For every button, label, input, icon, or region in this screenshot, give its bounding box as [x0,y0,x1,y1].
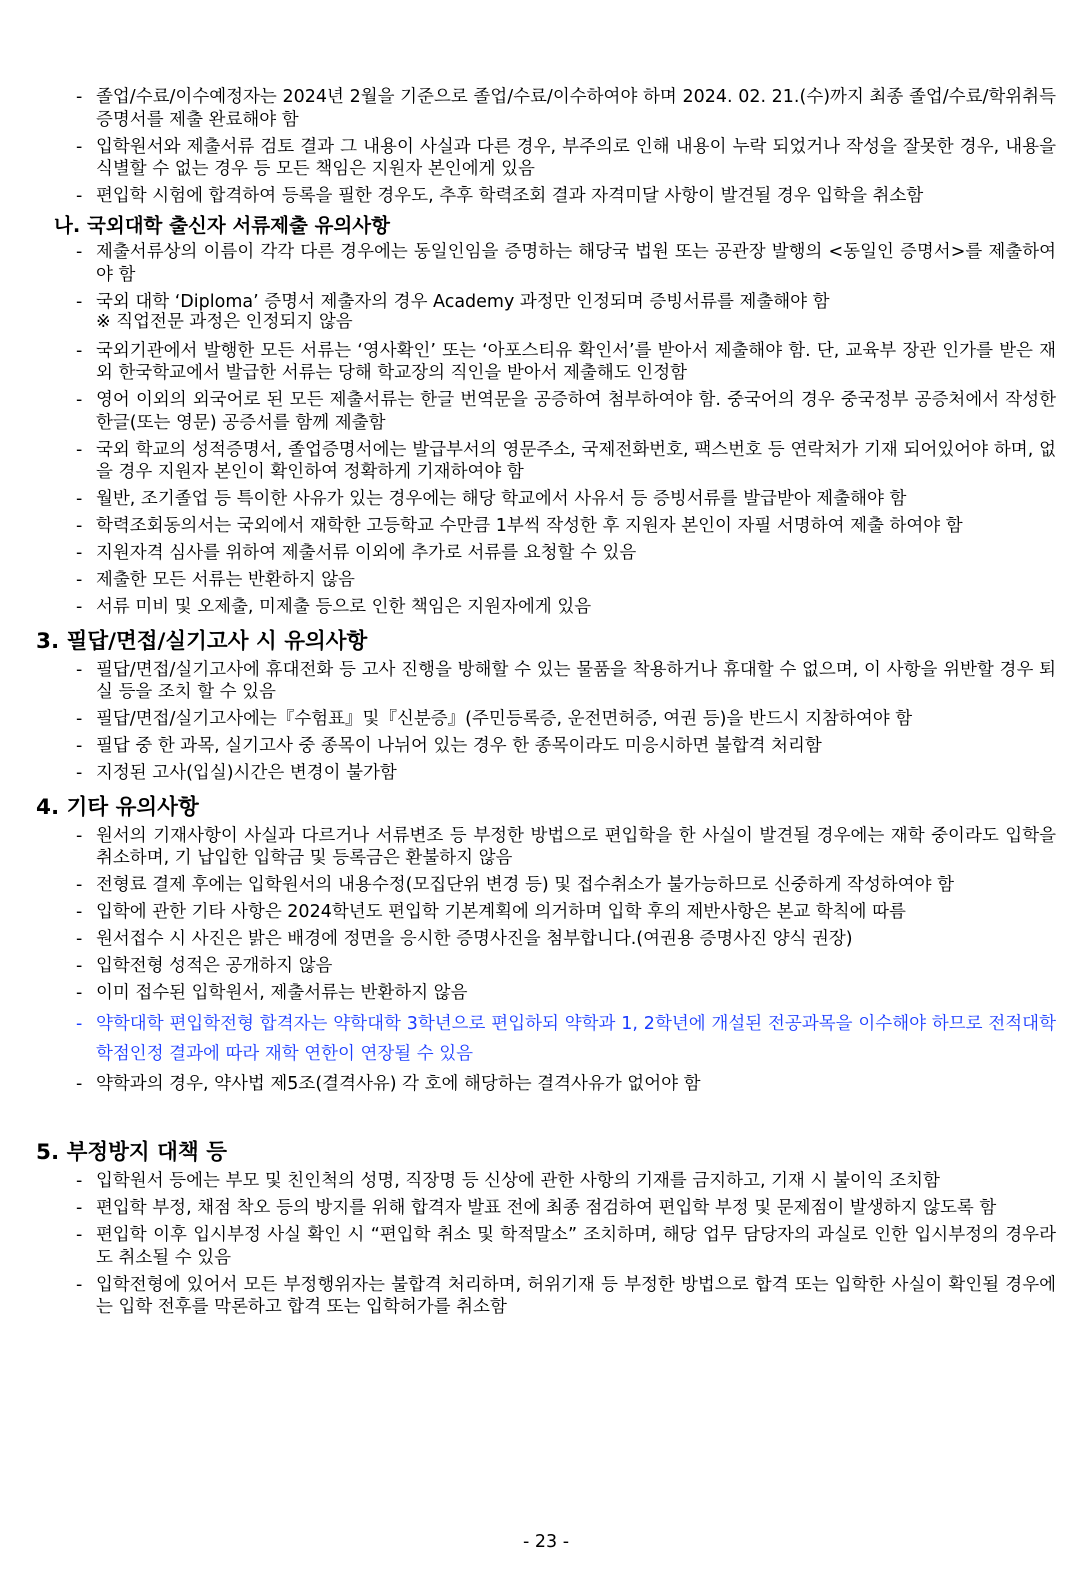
list-item: - 약학과의 경우, 약사법 제5조(결격사유) 각 호에 해당하는 결격사유가 없어야 함 [76,1074,701,1094]
page-content [36,86,1056,1323]
list-item: - 월반, 조기졸업 등 특이한 사유가 있는 경우에는 해당 학교에서 사유서 등 증빙서류를 발급받아 제출해야 함 [76,489,907,509]
page-number: - 23 - [522,1532,570,1552]
list-item: - 국외기관에서 발행한 모든 서류는 ‘영사확인’ 또는 ‘아포스티유 확인서’를 받아서 제출해야 함. 단, 교육부 장관 인가를 받은 재외 한국학교에서 발급한 서류는 당해 학교장의 직인을 받아서 제출해도 인정함 [76,340,1056,383]
list-item: - 필답 중 한 과목, 실기고사 중 종목이 나뉘어 있는 경우 한 종목이라도 미응시하면 불합격 처리함 [76,736,822,756]
section-title-4: 4. 기타 유의사항 [36,794,199,820]
list-item: - 편입학 시험에 합격하여 등록을 필한 경우도, 추후 학력조회 결과 자격미달 사항이 발견될 경우 입학을 취소함 [76,186,924,206]
section-title-3: 3. 필답/면접/실기고사 시 유의사항 [36,628,368,654]
list-item: - 전형료 결제 후에는 입학원서의 내용수정(모집단위 변경 등) 및 접수취소가 불가능하므로 신중하게 작성하여야 함 [76,875,955,895]
section-title-5: 5. 부정방지 대책 등 [36,1140,227,1165]
list-item: - 지원자격 심사를 위하여 제출서류 이외에 추가로 서류를 요청할 수 있음 [76,543,637,563]
list-item: - 편입학 부정, 채점 착오 등의 방지를 위해 합격자 발표 전에 최종 점검하여 편입학 부정 및 문제점이 발생하지 않도록 함 [76,1198,997,1218]
subsection-title-na: 나. 국외대학 출신자 서류제출 유의사항 [54,214,390,237]
list-item: - 지정된 고사(입실)시간은 변경이 불가함 [76,763,397,783]
spacer [36,1100,1056,1130]
list-item: - 필답/면접/실기고사에는『수험표』및『신분증』(주민등록증, 운전면허증, 여권 등)을 반드시 지참하여야 함 [76,709,913,729]
list-item: - 입학전형에 있어서 모든 부정행위자는 불합격 처리하며, 허위기재 등 부정한 방법으로 합격 또는 입학한 사실이 확인될 경우에는 입학 전후를 막론하고 합격 또는 입학허가를 취소함 [76,1274,1056,1317]
list-item: - 입학에 관한 기타 사항은 2024학년도 편입학 기본계획에 의거하며 입학 후의 제반사항은 본교 학칙에 따름 [76,902,906,922]
list-item: - 입학원서와 제출서류 검토 결과 그 내용이 사실과 다른 경우, 부주의로 인해 내용이 누락 되었거나 작성을 잘못한 경우, 내용을 식별할 수 없는 경우 등 모든 책임은 지원자 본인에게 있음 [76,136,1056,179]
list-item: - 제출한 모든 서류는 반환하지 않음 [76,570,355,590]
list-item: - 제출서류상의 이름이 각각 다른 경우에는 동일인임을 증명하는 해당국 법원 또는 공관장 발행의 <동일인 증명서>를 제출하여야 함 [76,242,1056,285]
list-item: - 원서의 기재사항이 사실과 다르거나 서류변조 등 부정한 방법으로 편입학을 한 사실이 발견될 경우에는 재학 중이라도 입학을 취소하며, 기 납입한 입학금 및 등록금은 환불하지 않음 [76,825,1056,868]
list-item: - 국외 학교의 성적증명서, 졸업증명서에는 발급부서의 영문주소, 국제전화번호, 팩스번호 등 연락처가 기재 되어있어야 하며, 없을 경우 지원자 본인이 확인하여 정확하게 기재하여야 함 [76,439,1056,482]
list-item: - 필답/면접/실기고사에 휴대전화 등 고사 진행을 방해할 수 있는 물품을 착용하거나 휴대할 수 없으며, 이 사항을 위반할 경우 퇴실 등을 조치 할 수 있음 [76,659,1056,702]
highlight-item: - 약학대학 편입학전형 합격자는 약학대학 3학년으로 편입하되 약학과 1, 2학년에 개설된 전공과목을 이수해야 하므로 전적대학 학점인정 결과에 따라 재학 연한이 연장될 수 있음 [76,1014,1056,1064]
list-item: - 졸업/수료/이수예정자는 2024년 2월을 기준으로 졸업/수료/이수하여야 하며 2024. 02. 21.(수)까지 최종 졸업/수료/학위취득증명서를 제출 완료해야 함 [76,87,1056,130]
list-item: - 입학전형 성적은 공개하지 않음 [76,956,333,976]
list-item: - 학력조회동의서는 국외에서 재학한 고등학교 수만큼 1부씩 작성한 후 지원자 본인이 자필 서명하여 제출 하여야 함 [76,516,963,536]
list-item: - 이미 접수된 입학원서, 제출서류는 반환하지 않음 [76,983,468,1003]
list-item: - 편입학 이후 입시부정 사실 확인 시 “편입학 취소 및 학적말소” 조치하며, 해당 업무 담당자의 과실로 인한 입시부정의 경우라도 취소될 수 있음 [76,1225,1056,1268]
list-item: - 영어 이외의 외국어로 된 모든 제출서류는 한글 번역문을 공증하여 첨부하여야 함. 중국어의 경우 중국정부 공증처에서 작성한 한글(또는 영문) 공증서를 함께 제출함 [76,390,1056,433]
list-item: - 국외 대학 ‘Diploma’ 증명서 제출자의 경우 Academy 과정만 인정되며 증빙서류를 제출해야 함 [76,291,830,312]
note: ※ 직업전문 과정은 인정되지 않음 [96,312,353,332]
list-item: - 입학원서 등에는 부모 및 친인척의 성명, 직장명 등 신상에 관한 사항의 기재를 금지하고, 기재 시 불이익 조치함 [76,1171,940,1191]
list-item: - 원서접수 시 사진은 밝은 배경에 정면을 응시한 증명사진을 첨부합니다.(여권용 증명사진 양식 권장) [76,929,853,949]
list-item: - 서류 미비 및 오제출, 미제출 등으로 인한 책임은 지원자에게 있음 [76,597,592,617]
